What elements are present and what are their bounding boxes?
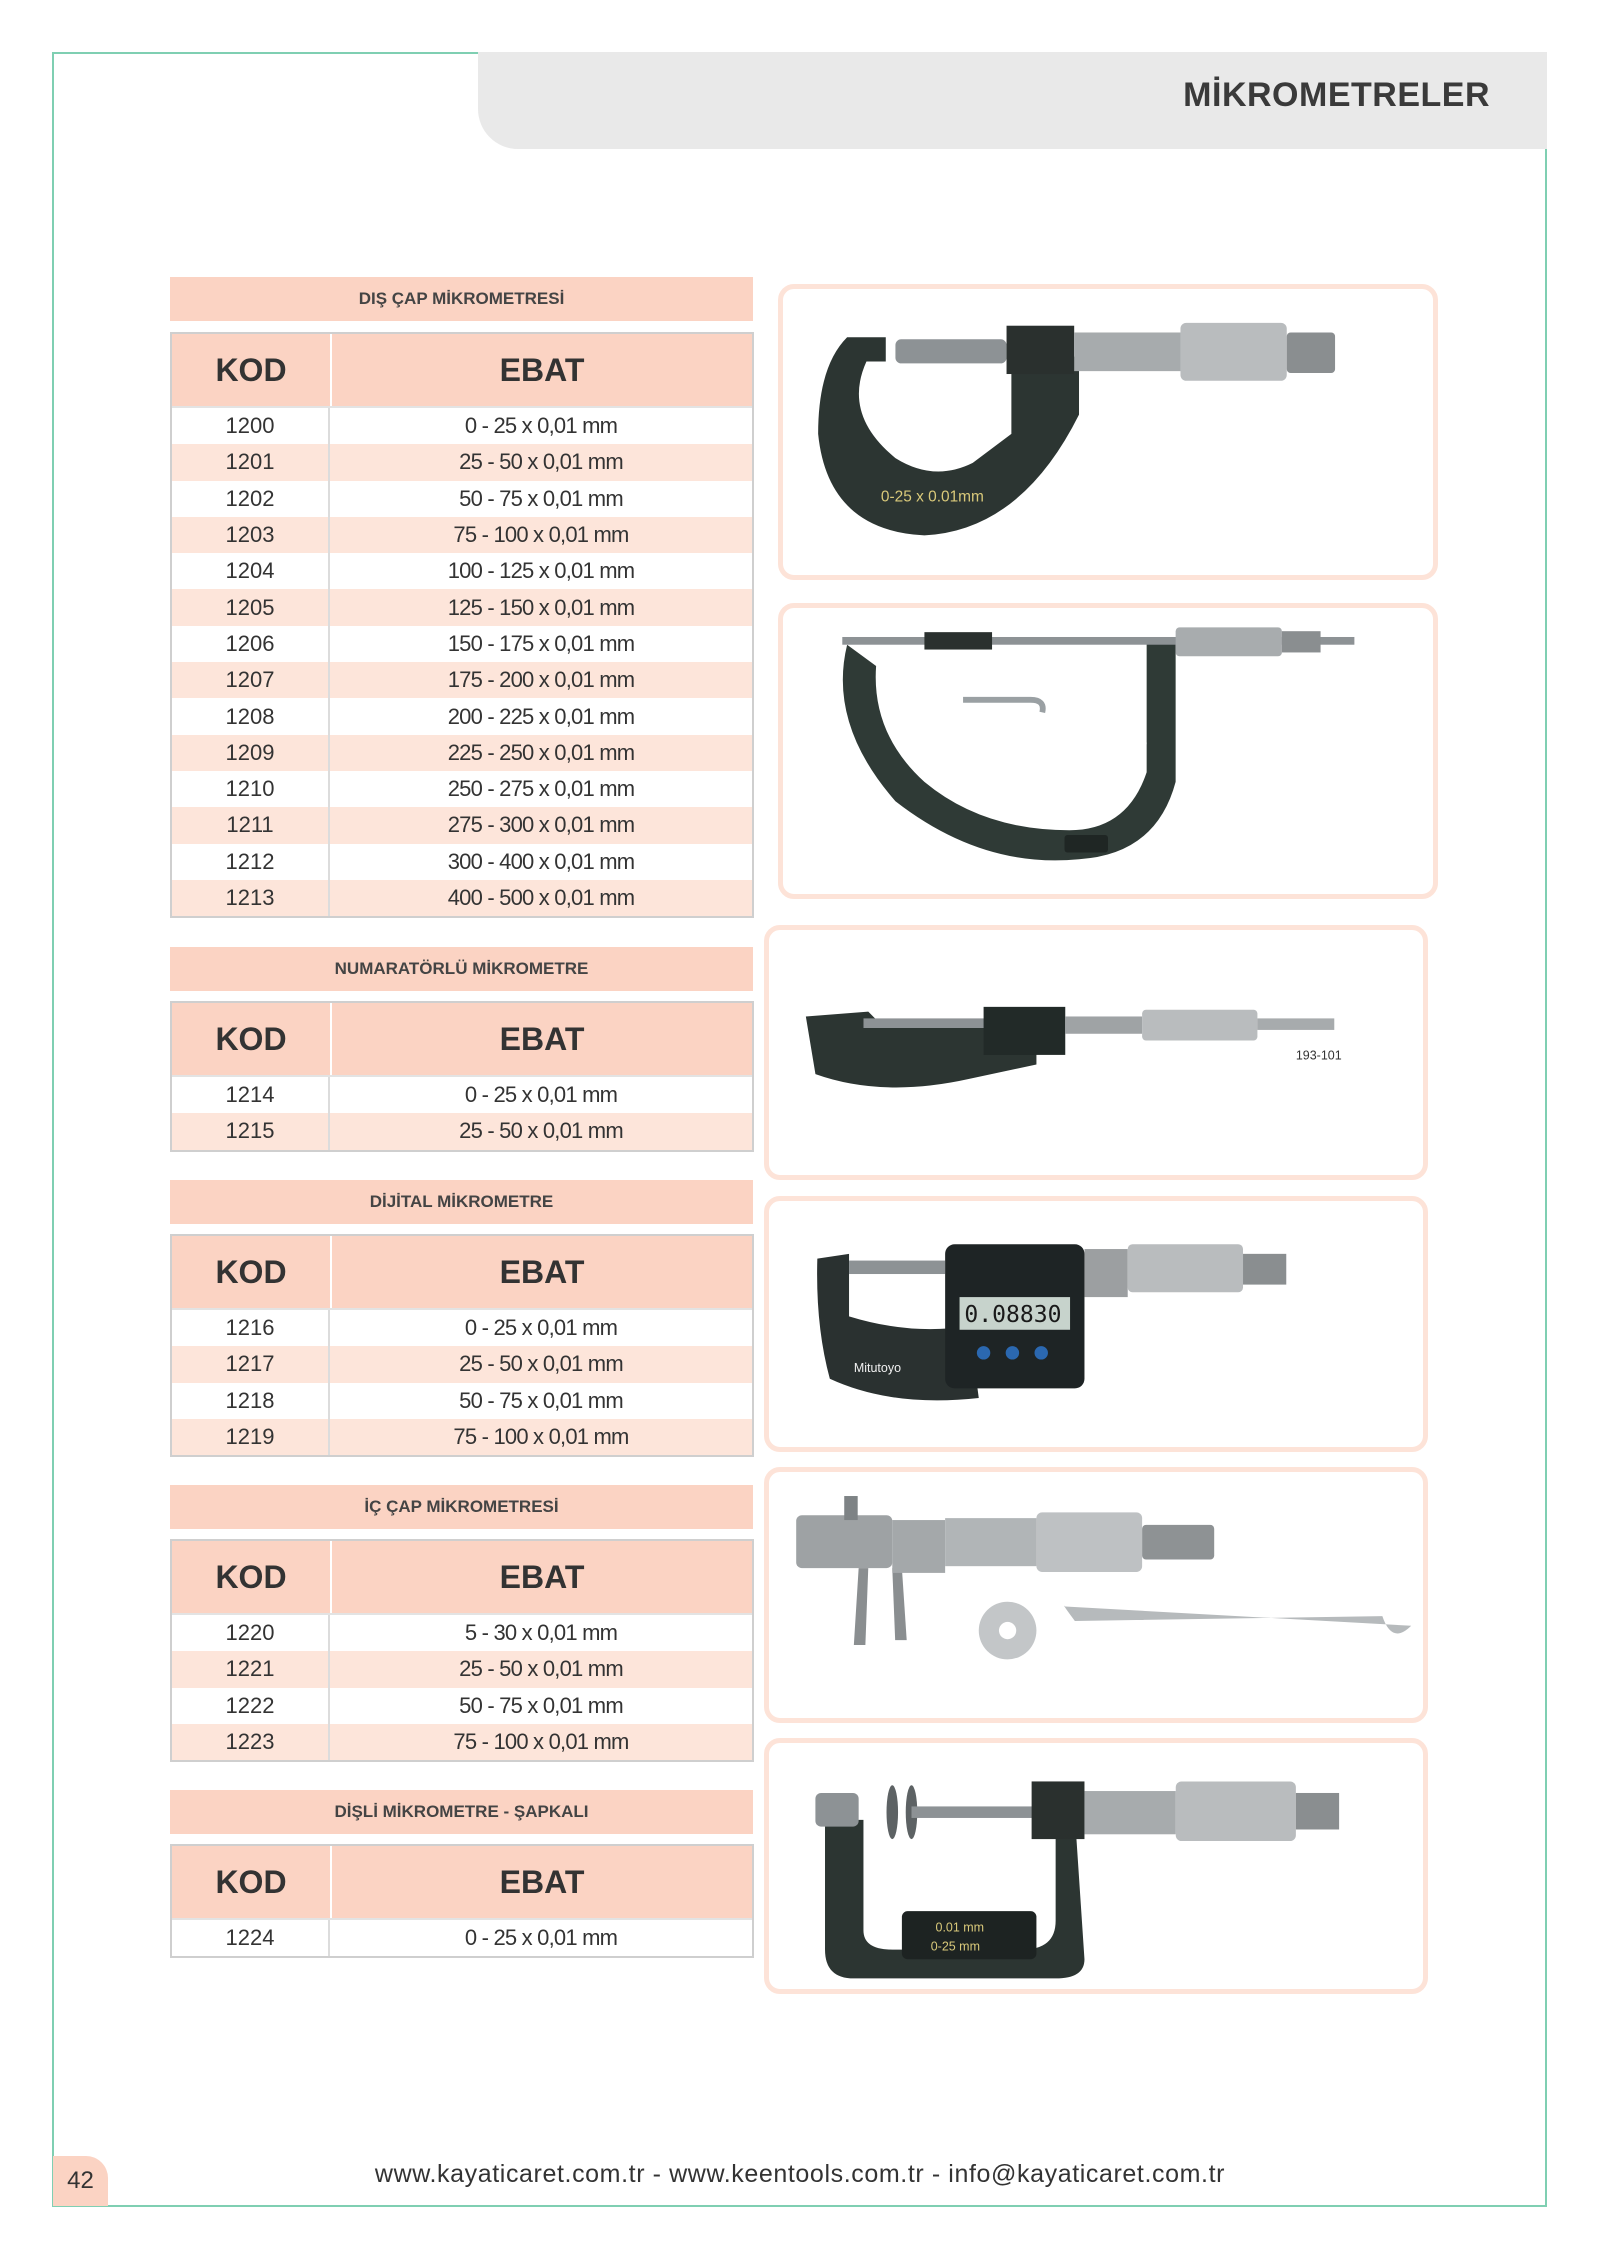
- page-number: 42: [53, 2156, 108, 2206]
- product-code: 1221: [172, 1651, 330, 1687]
- product-code: 1223: [172, 1724, 330, 1760]
- table-row: [172, 807, 752, 843]
- product-size: 175 - 200 x 0,01 mm: [447, 667, 635, 693]
- product-size: 275 - 300 x 0,01 mm: [447, 812, 635, 838]
- table-row: [172, 735, 752, 771]
- table-header: [172, 1846, 752, 1920]
- table-body: [172, 1077, 752, 1150]
- page-title: MİKROMETRELER: [1183, 76, 1490, 114]
- product-code: 1220: [172, 1615, 330, 1651]
- counter-micrometer-image: [769, 930, 1423, 1175]
- product-size: 300 - 400 x 0,01 mm: [447, 848, 635, 874]
- header-size: EBAT: [499, 1558, 585, 1595]
- product-code: 1216: [172, 1310, 330, 1346]
- table-row: [172, 626, 752, 662]
- header-size: EBAT: [499, 1253, 585, 1290]
- table-digital-micrometer: [170, 1234, 754, 1457]
- product-code: 1213: [172, 880, 330, 916]
- product-size: 0 - 25 x 0,01 mm: [464, 1082, 618, 1108]
- product-size: 75 - 100 x 0,01 mm: [453, 1424, 629, 1450]
- photo-outer-micrometer: [778, 284, 1438, 580]
- table-row: [172, 1077, 752, 1113]
- photo-large-micrometer: [778, 603, 1438, 899]
- product-size: 0 - 25 x 0,01 mm: [464, 413, 618, 439]
- table-inside-micrometer: [170, 1539, 754, 1762]
- product-code: 1222: [172, 1688, 330, 1724]
- table-row: [172, 1688, 752, 1724]
- product-code: 1200: [172, 408, 330, 444]
- product-code: 1207: [172, 662, 330, 698]
- product-size: 25 - 50 x 0,01 mm: [459, 449, 623, 475]
- product-code: 1204: [172, 553, 330, 589]
- product-size: 50 - 75 x 0,01 mm: [459, 1387, 623, 1413]
- table-row: [172, 553, 752, 589]
- engraving-text: 0-25 x 0.01mm: [880, 488, 984, 506]
- table-row: [172, 1724, 752, 1760]
- table-row: [172, 880, 752, 916]
- table-body: [172, 1310, 752, 1455]
- table-header: [172, 1236, 752, 1310]
- header-size: EBAT: [499, 1020, 585, 1057]
- table-body: [172, 1615, 752, 1760]
- section-title-counter-micrometer: NUMARATÖRLÜ MİKROMETRE: [170, 947, 753, 991]
- product-size: 400 - 500 x 0,01 mm: [447, 885, 635, 910]
- header-code: KOD: [172, 1541, 332, 1613]
- header-code: KOD: [172, 334, 332, 406]
- product-code: 1212: [172, 844, 330, 880]
- engraving-text-1: 0.01 mm: [935, 1920, 985, 1935]
- section-title-inside-micrometer: İÇ ÇAP MİKROMETRESİ: [170, 1485, 753, 1529]
- product-size: 50 - 75 x 0,01 mm: [459, 1692, 623, 1718]
- table-body: [172, 408, 752, 916]
- product-size: 25 - 50 x 0,01 mm: [459, 1118, 623, 1144]
- product-code: 1202: [172, 481, 330, 517]
- outer-micrometer-image: [783, 289, 1433, 575]
- header-size: EBAT: [499, 351, 585, 388]
- product-code: 1211: [172, 807, 330, 843]
- product-size: 75 - 100 x 0,01 mm: [453, 1729, 629, 1755]
- table-row: [172, 1310, 752, 1346]
- product-code: 1215: [172, 1113, 330, 1149]
- product-code: 1206: [172, 626, 330, 662]
- footer-contact[interactable]: www.kayaticaret.com.tr - www.keentools.com.tr - info@kayaticaret.com.tr: [374, 2160, 1226, 2188]
- product-size: 0 - 25 x 0,01 mm: [464, 1315, 618, 1341]
- product-code: 1214: [172, 1077, 330, 1113]
- product-size: 50 - 75 x 0,01 mm: [459, 485, 623, 511]
- table-outer-micrometer: [170, 332, 754, 918]
- product-code: 1219: [172, 1419, 330, 1455]
- table-row: [172, 1651, 752, 1687]
- product-size: 150 - 175 x 0,01 mm: [447, 630, 635, 656]
- table-row: [172, 698, 752, 734]
- table-row: [172, 662, 752, 698]
- header-code: KOD: [172, 1236, 332, 1308]
- header-size: EBAT: [499, 1863, 585, 1900]
- product-code: 1201: [172, 444, 330, 480]
- model-label: 193-101: [1295, 1048, 1342, 1063]
- section-title-gear-micrometer: DİŞLİ MİKROMETRE - ŞAPKALI: [170, 1790, 753, 1834]
- product-code: 1217: [172, 1346, 330, 1382]
- photo-digital-micrometer: [764, 1196, 1428, 1452]
- product-code: 1218: [172, 1383, 330, 1419]
- table-row: [172, 1113, 752, 1149]
- large-micrometer-image: [783, 608, 1433, 894]
- table-row: [172, 444, 752, 480]
- table-row: [172, 771, 752, 807]
- table-header: [172, 334, 752, 408]
- table-row: [172, 1419, 752, 1455]
- table-row: [172, 517, 752, 553]
- table-row: [172, 1346, 752, 1382]
- product-code: 1209: [172, 735, 330, 771]
- table-row: [172, 589, 752, 625]
- section-title-digital-micrometer: DİJİTAL MİKROMETRE: [170, 1180, 753, 1224]
- table-row: [172, 1920, 752, 1956]
- product-size: 5 - 30 x 0,01 mm: [464, 1620, 618, 1646]
- photo-inside-micrometer: [764, 1467, 1428, 1723]
- table-row: [172, 1615, 752, 1651]
- product-code: 1210: [172, 771, 330, 807]
- section-title-outer-micrometer: DIŞ ÇAP MİKROMETRESİ: [170, 277, 753, 321]
- table-row: [172, 408, 752, 444]
- header-code: KOD: [172, 1846, 332, 1918]
- table-row: [172, 844, 752, 880]
- table-row: [172, 481, 752, 517]
- product-code: 1205: [172, 589, 330, 625]
- table-header: [172, 1003, 752, 1077]
- table-body: [172, 1920, 752, 1956]
- table-header: [172, 1541, 752, 1615]
- product-size: 250 - 275 x 0,01 mm: [447, 776, 635, 802]
- product-size: 25 - 50 x 0,01 mm: [459, 1351, 623, 1377]
- product-size: 25 - 50 x 0,01 mm: [459, 1656, 623, 1682]
- product-size: 75 - 100 x 0,01 mm: [453, 522, 629, 548]
- engraving-text-2: 0-25 mm: [930, 1939, 980, 1954]
- photo-counter-micrometer: [764, 925, 1428, 1180]
- product-size: 100 - 125 x 0,01 mm: [447, 558, 635, 584]
- table-row: [172, 1383, 752, 1419]
- photo-gear-micrometer: [764, 1738, 1428, 1994]
- lcd-reading: 0.08830: [964, 1302, 1062, 1329]
- product-size: 0 - 25 x 0,01 mm: [464, 1925, 618, 1951]
- digital-micrometer-image: [769, 1201, 1423, 1447]
- product-size: 200 - 225 x 0,01 mm: [447, 703, 635, 729]
- product-code: 1224: [172, 1920, 330, 1956]
- product-size: 125 - 150 x 0,01 mm: [447, 594, 635, 620]
- gear-micrometer-image: [769, 1743, 1423, 1989]
- inside-micrometer-image: [769, 1472, 1423, 1718]
- table-counter-micrometer: [170, 1001, 754, 1152]
- header-code: KOD: [172, 1003, 332, 1075]
- table-gear-micrometer: [170, 1844, 754, 1958]
- product-code: 1208: [172, 698, 330, 734]
- brand-text: Mitutoyo: [853, 1361, 902, 1376]
- product-code: 1203: [172, 517, 330, 553]
- product-size: 225 - 250 x 0,01 mm: [447, 739, 635, 765]
